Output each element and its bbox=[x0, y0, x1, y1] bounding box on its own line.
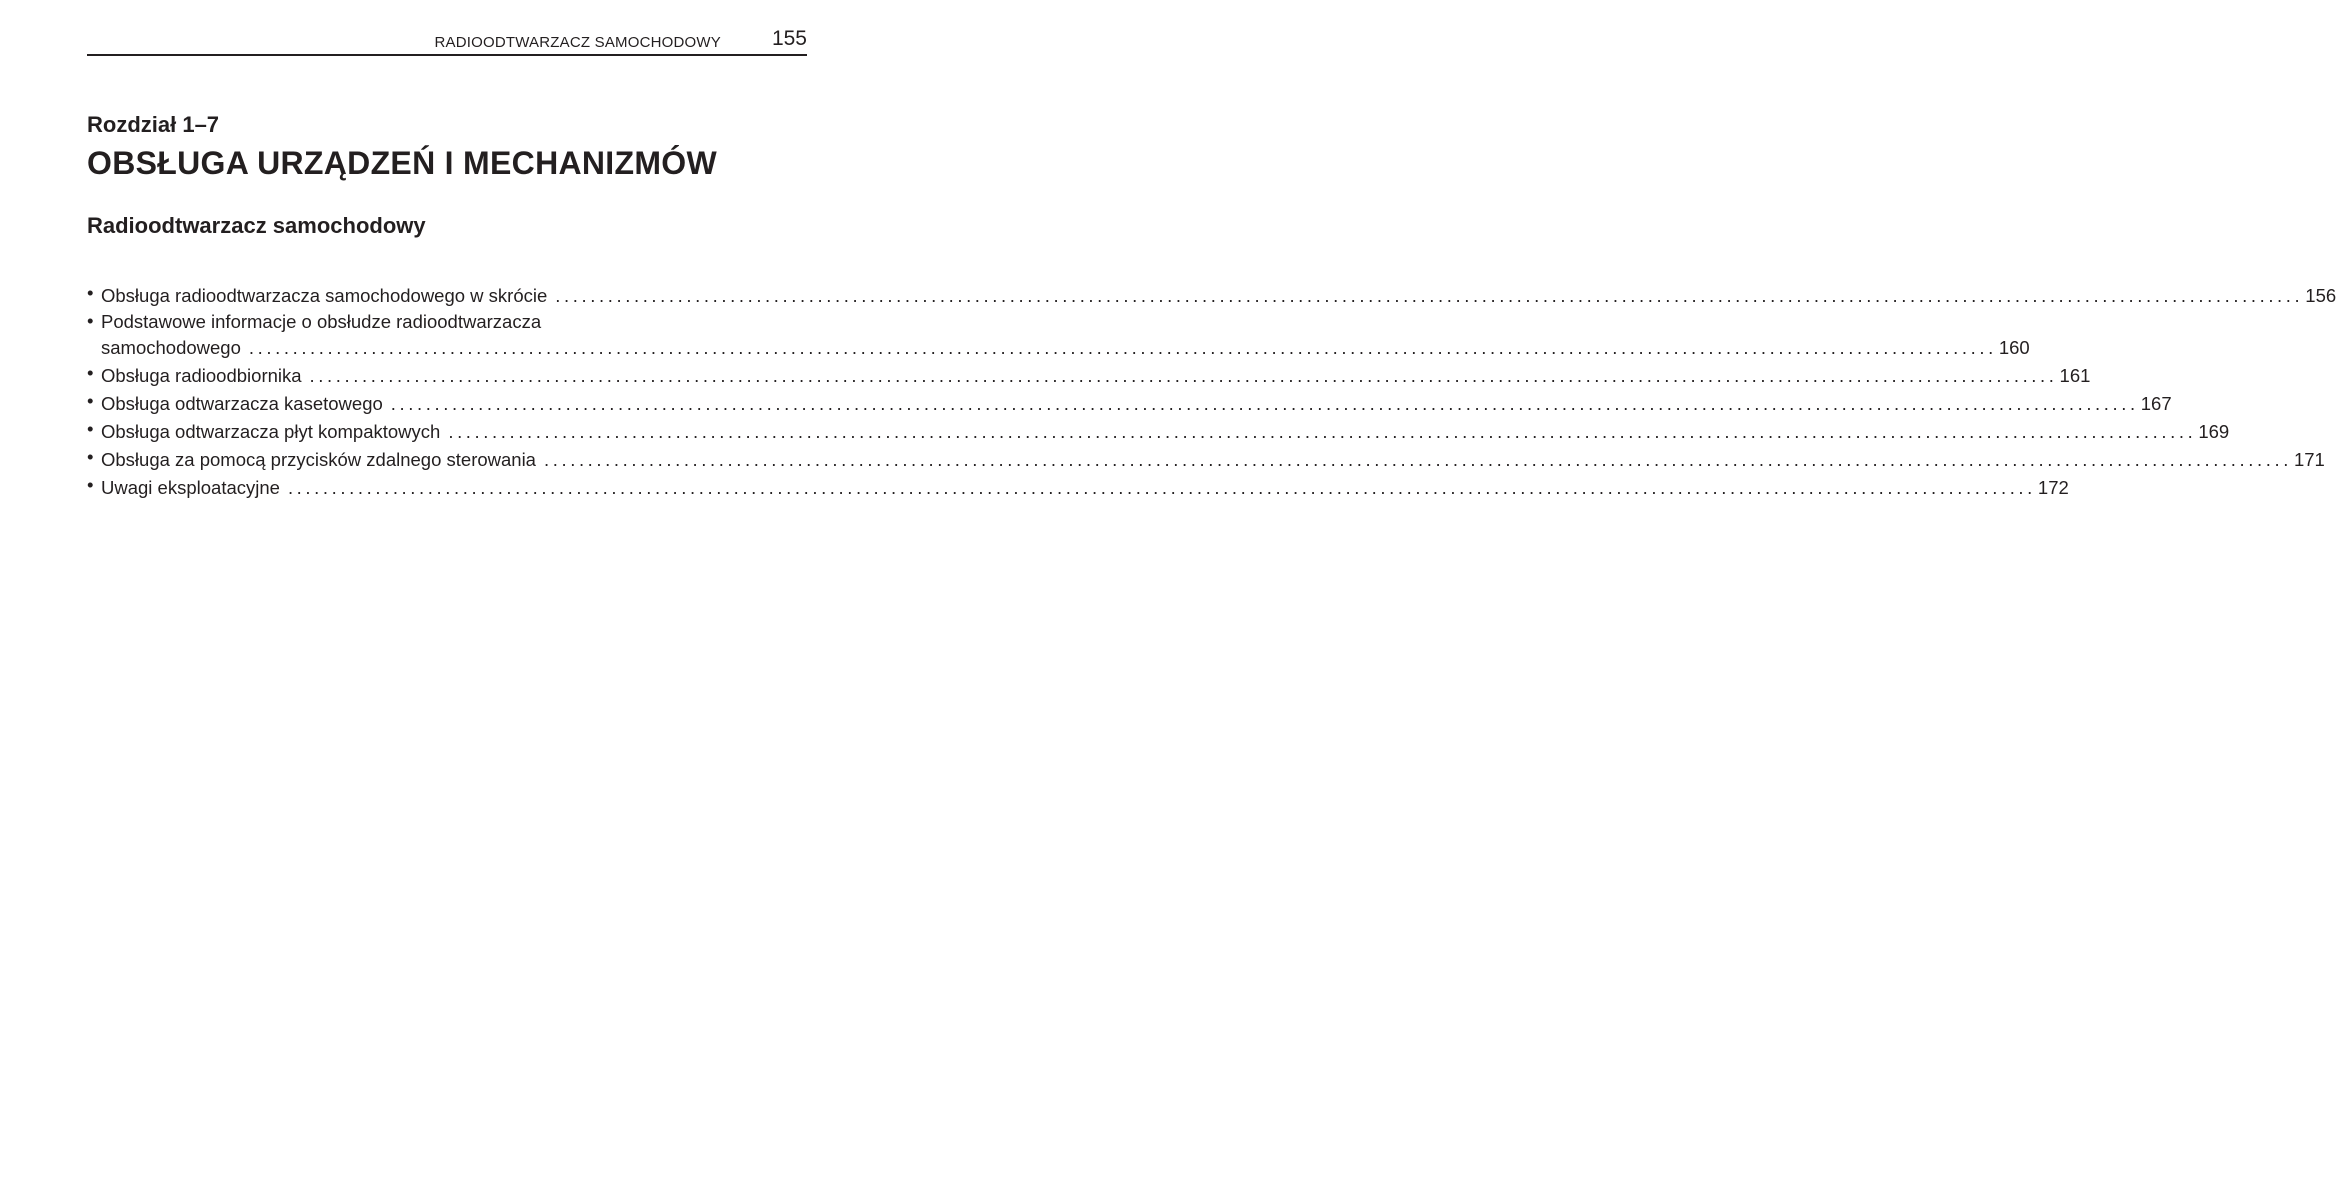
bullet-icon: • bbox=[87, 282, 94, 303]
chapter-title: OBSŁUGA URZĄDZEŃ I MECHANIZMÓW bbox=[87, 145, 717, 181]
table-of-contents bbox=[87, 282, 2336, 502]
toc-entry-text: Obsługa radioodbiornika bbox=[101, 365, 302, 386]
toc-page-ref: 156 bbox=[2305, 285, 2336, 306]
bullet-icon: • bbox=[87, 474, 94, 495]
dot-leader: ........................................................................................................................................................................................................ bbox=[287, 477, 2036, 498]
bullet-icon: • bbox=[87, 310, 94, 331]
running-title: RADIOODTWARZACZ SAMOCHODOWY bbox=[434, 34, 721, 51]
toc-entry[interactable] bbox=[87, 362, 2091, 390]
dot-leader: ........................................................................................................................................................................................................ bbox=[248, 337, 1997, 358]
page-number: 155 bbox=[771, 27, 807, 50]
toc-page-ref: 167 bbox=[2140, 393, 2172, 414]
bullet-icon: • bbox=[87, 390, 94, 411]
toc-page-ref: 169 bbox=[2198, 421, 2230, 442]
toc-page-ref: 172 bbox=[2037, 477, 2069, 498]
toc-entry-text: Podstawowe informacje o obsłudze radioodtwarzacza bbox=[101, 311, 542, 332]
bullet-icon: • bbox=[87, 418, 94, 439]
toc-page-ref: 161 bbox=[2059, 365, 2091, 386]
toc-page-ref: 160 bbox=[1998, 337, 2030, 358]
toc-entry[interactable] bbox=[87, 418, 2230, 446]
toc-entry[interactable] bbox=[87, 390, 2172, 418]
toc-entry-text: Uwagi eksploatacyjne bbox=[101, 477, 280, 498]
section-title: Radioodtwarzacz samochodowy bbox=[87, 213, 426, 238]
toc-entry-text: Obsługa odtwarzacza płyt kompaktowych bbox=[101, 421, 441, 442]
toc-entry-text-continued: samochodowego bbox=[101, 337, 241, 358]
chapter-label: Rozdział 1–7 bbox=[87, 112, 220, 137]
dot-leader: ........................................................................................................................................................................................................ bbox=[448, 421, 2197, 442]
running-header bbox=[87, 26, 807, 56]
dot-leader: ........................................................................................................................................................................................................ bbox=[390, 393, 2139, 414]
dot-leader: ........................................................................................................................................................................................................ bbox=[555, 285, 2304, 306]
dot-leader: ........................................................................................................................................................................................................ bbox=[543, 449, 2292, 470]
bullet-icon: • bbox=[87, 362, 94, 383]
toc-entry[interactable] bbox=[87, 446, 2325, 474]
toc-entry-text: Obsługa odtwarzacza kasetowego bbox=[101, 393, 383, 414]
bullet-icon: • bbox=[87, 446, 94, 467]
toc-page-ref: 171 bbox=[2293, 449, 2325, 470]
toc-entry-text: Obsługa za pomocą przycisków zdalnego sterowania bbox=[101, 449, 536, 470]
toc-entry-text: Obsługa radioodtwarzacza samochodowego w skrócie bbox=[101, 285, 548, 306]
dot-leader: ........................................................................................................................................................................................................ bbox=[309, 365, 2058, 386]
toc-entry[interactable] bbox=[87, 282, 2336, 310]
toc-entry[interactable] bbox=[87, 474, 2069, 502]
toc-entry[interactable] bbox=[87, 310, 2030, 362]
